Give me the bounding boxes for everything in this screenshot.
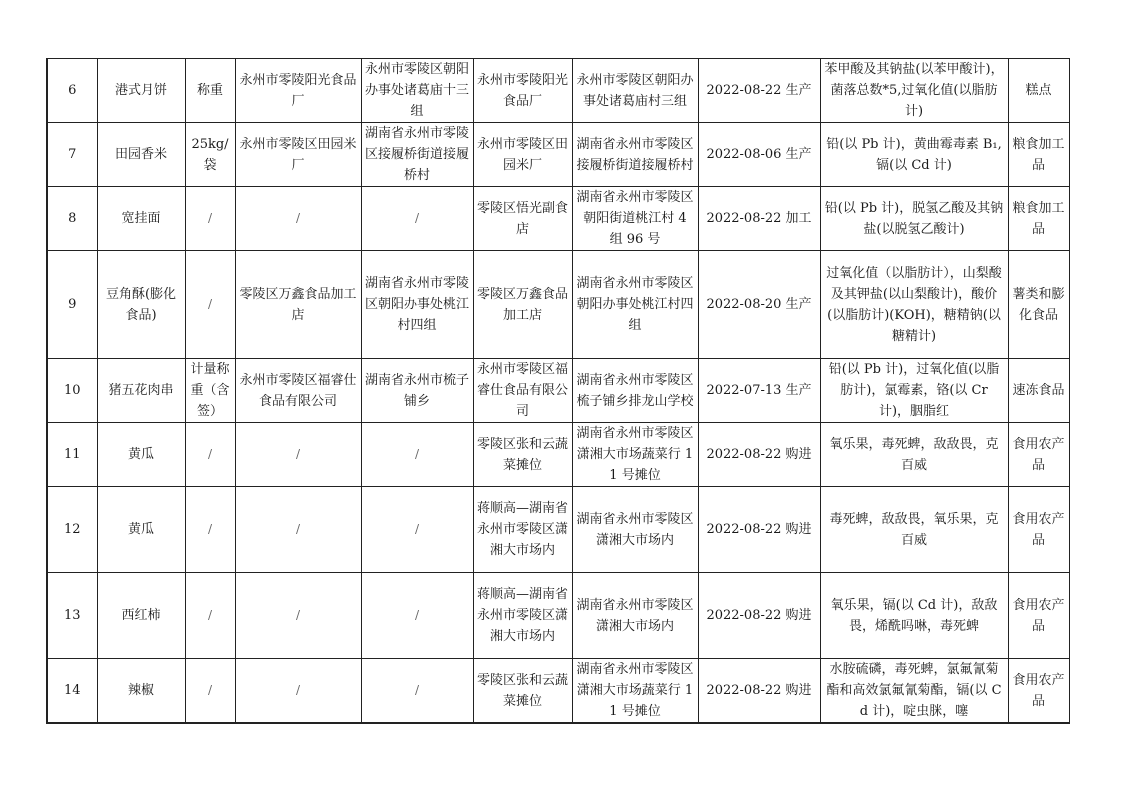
sampled-address: 湖南省永州市零陵区潇湘大市场内 (572, 573, 698, 659)
sampled-unit: 零陵区万鑫食品加工店 (473, 251, 572, 359)
sampled-address: 湖南省永州市零陵区潇湘大市场蔬菜行 11 号摊位 (572, 423, 698, 487)
producer-name: / (235, 573, 361, 659)
sampled-unit: 零陵区张和云蔬菜摊位 (473, 659, 572, 724)
sampling-results-table (46, 58, 1070, 724)
sampled-unit: 零陵区悟光副食店 (473, 187, 572, 251)
sampled-address: 永州市零陵区朝阳办事处诸葛庙村三组 (572, 59, 698, 123)
production-date: 2022-08-22 购进 (698, 423, 820, 487)
sampled-address: 湖南省永州市零陵区潇湘大市场内 (572, 487, 698, 573)
test-items: 水胺硫磷，毒死蜱，氯氟氰菊酯和高效氯氟氰菊酯，镉(以 Cd 计)，啶虫脒，噻 (820, 659, 1008, 724)
sampled-unit: 永州市零陵阳光食品厂 (473, 59, 572, 123)
sampled-unit: 蒋顺高—湖南省永州市零陵区潇湘大市场内 (473, 573, 572, 659)
product-name: 猪五花肉串 (97, 359, 185, 423)
sampled-address: 湖南省永州市零陵区朝阳办事处桃江村四组 (572, 251, 698, 359)
test-items: 铅(以 Pb 计)，黄曲霉毒素 B₁,镉(以 Cd 计) (820, 123, 1008, 187)
test-items: 铅(以 Pb 计)，过氧化值(以脂肪计)，氯霉素，铬(以 Cr 计)，胭脂红 (820, 359, 1008, 423)
test-items: 毒死蜱，敌敌畏，氧乐果，克百威 (820, 487, 1008, 573)
product-name: 豆角酥(膨化食品) (97, 251, 185, 359)
sampled-address: 湖南省永州市零陵区梳子铺乡排龙山学校 (572, 359, 698, 423)
producer-address: 湖南省永州市梳子铺乡 (361, 359, 473, 423)
specification: / (185, 251, 235, 359)
row-number: 12 (47, 487, 97, 573)
production-date: 2022-08-22 购进 (698, 487, 820, 573)
specification: / (185, 487, 235, 573)
sampled-address: 湖南省永州市零陵区接履桥街道接履桥村 (572, 123, 698, 187)
producer-address: / (361, 659, 473, 724)
table-row (47, 359, 1069, 423)
food-category: 粮食加工品 (1008, 123, 1069, 187)
specification: / (185, 659, 235, 724)
table-body (47, 59, 1069, 724)
food-category: 速冻食品 (1008, 359, 1069, 423)
producer-address: / (361, 423, 473, 487)
food-category: 食用农产品 (1008, 423, 1069, 487)
test-items: 过氧化值（以脂肪计），山梨酸及其钾盐(以山梨酸计)，酸价(以脂肪计)(KOH)，糖精钠(以糖精计) (820, 251, 1008, 359)
specification: 计量称重（含签） (185, 359, 235, 423)
row-number: 14 (47, 659, 97, 724)
producer-name: / (235, 487, 361, 573)
producer-address: 湖南省永州市零陵区接履桥街道接履桥村 (361, 123, 473, 187)
row-number: 10 (47, 359, 97, 423)
food-category: 薯类和膨化食品 (1008, 251, 1069, 359)
sampled-unit: 永州市零陵区田园米厂 (473, 123, 572, 187)
product-name: 黄瓜 (97, 423, 185, 487)
production-date: 2022-08-22 生产 (698, 59, 820, 123)
producer-address: / (361, 573, 473, 659)
specification: 称重 (185, 59, 235, 123)
sampled-address: 湖南省永州市零陵区潇湘大市场蔬菜行 11 号摊位 (572, 659, 698, 724)
product-name: 辣椒 (97, 659, 185, 724)
product-name: 黄瓜 (97, 487, 185, 573)
producer-name: 永州市零陵阳光食品厂 (235, 59, 361, 123)
producer-address: / (361, 187, 473, 251)
producer-name: / (235, 187, 361, 251)
specification: / (185, 187, 235, 251)
table-row (47, 123, 1069, 187)
row-number: 8 (47, 187, 97, 251)
producer-address: / (361, 487, 473, 573)
specification: 25kg/袋 (185, 123, 235, 187)
producer-name: / (235, 423, 361, 487)
production-date: 2022-08-22 加工 (698, 187, 820, 251)
table-row (47, 187, 1069, 251)
sampled-unit: 蒋顺高—湖南省永州市零陵区潇湘大市场内 (473, 487, 572, 573)
food-category: 食用农产品 (1008, 487, 1069, 573)
production-date: 2022-08-22 购进 (698, 573, 820, 659)
row-number: 13 (47, 573, 97, 659)
product-name: 西红柿 (97, 573, 185, 659)
food-category: 食用农产品 (1008, 659, 1069, 724)
table-row (47, 573, 1069, 659)
producer-name: 永州市零陵区田园米厂 (235, 123, 361, 187)
table-row (47, 659, 1069, 724)
row-number: 7 (47, 123, 97, 187)
production-date: 2022-07-13 生产 (698, 359, 820, 423)
product-name: 宽挂面 (97, 187, 185, 251)
producer-name: / (235, 659, 361, 724)
producer-address: 永州市零陵区朝阳办事处诸葛庙十三组 (361, 59, 473, 123)
sampled-unit: 永州市零陵区福睿仕食品有限公司 (473, 359, 572, 423)
table-row (47, 59, 1069, 123)
test-items: 氧乐果，镉(以 Cd 计)，敌敌畏，烯酰吗啉，毒死蜱 (820, 573, 1008, 659)
test-items: 铅(以 Pb 计)，脱氢乙酸及其钠盐(以脱氢乙酸计) (820, 187, 1008, 251)
food-category: 食用农产品 (1008, 573, 1069, 659)
test-items: 苯甲酸及其钠盐(以苯甲酸计)，菌落总数*5,过氧化值(以脂肪计) (820, 59, 1008, 123)
row-number: 9 (47, 251, 97, 359)
table-row (47, 251, 1069, 359)
specification: / (185, 423, 235, 487)
test-items: 氧乐果，毒死蜱，敌敌畏，克百威 (820, 423, 1008, 487)
food-category: 粮食加工品 (1008, 187, 1069, 251)
row-number: 11 (47, 423, 97, 487)
sampled-unit: 零陵区张和云蔬菜摊位 (473, 423, 572, 487)
product-name: 港式月饼 (97, 59, 185, 123)
producer-name: 永州市零陵区福睿仕食品有限公司 (235, 359, 361, 423)
food-category: 糕点 (1008, 59, 1069, 123)
production-date: 2022-08-22 购进 (698, 659, 820, 724)
sampled-address: 湖南省永州市零陵区朝阳街道桃江村 4 组 96 号 (572, 187, 698, 251)
producer-name: 零陵区万鑫食品加工店 (235, 251, 361, 359)
production-date: 2022-08-06 生产 (698, 123, 820, 187)
table-row (47, 487, 1069, 573)
producer-address: 湖南省永州市零陵区朝阳办事处桃江村四组 (361, 251, 473, 359)
product-name: 田园香米 (97, 123, 185, 187)
row-number: 6 (47, 59, 97, 123)
table-row (47, 423, 1069, 487)
production-date: 2022-08-20 生产 (698, 251, 820, 359)
specification: / (185, 573, 235, 659)
